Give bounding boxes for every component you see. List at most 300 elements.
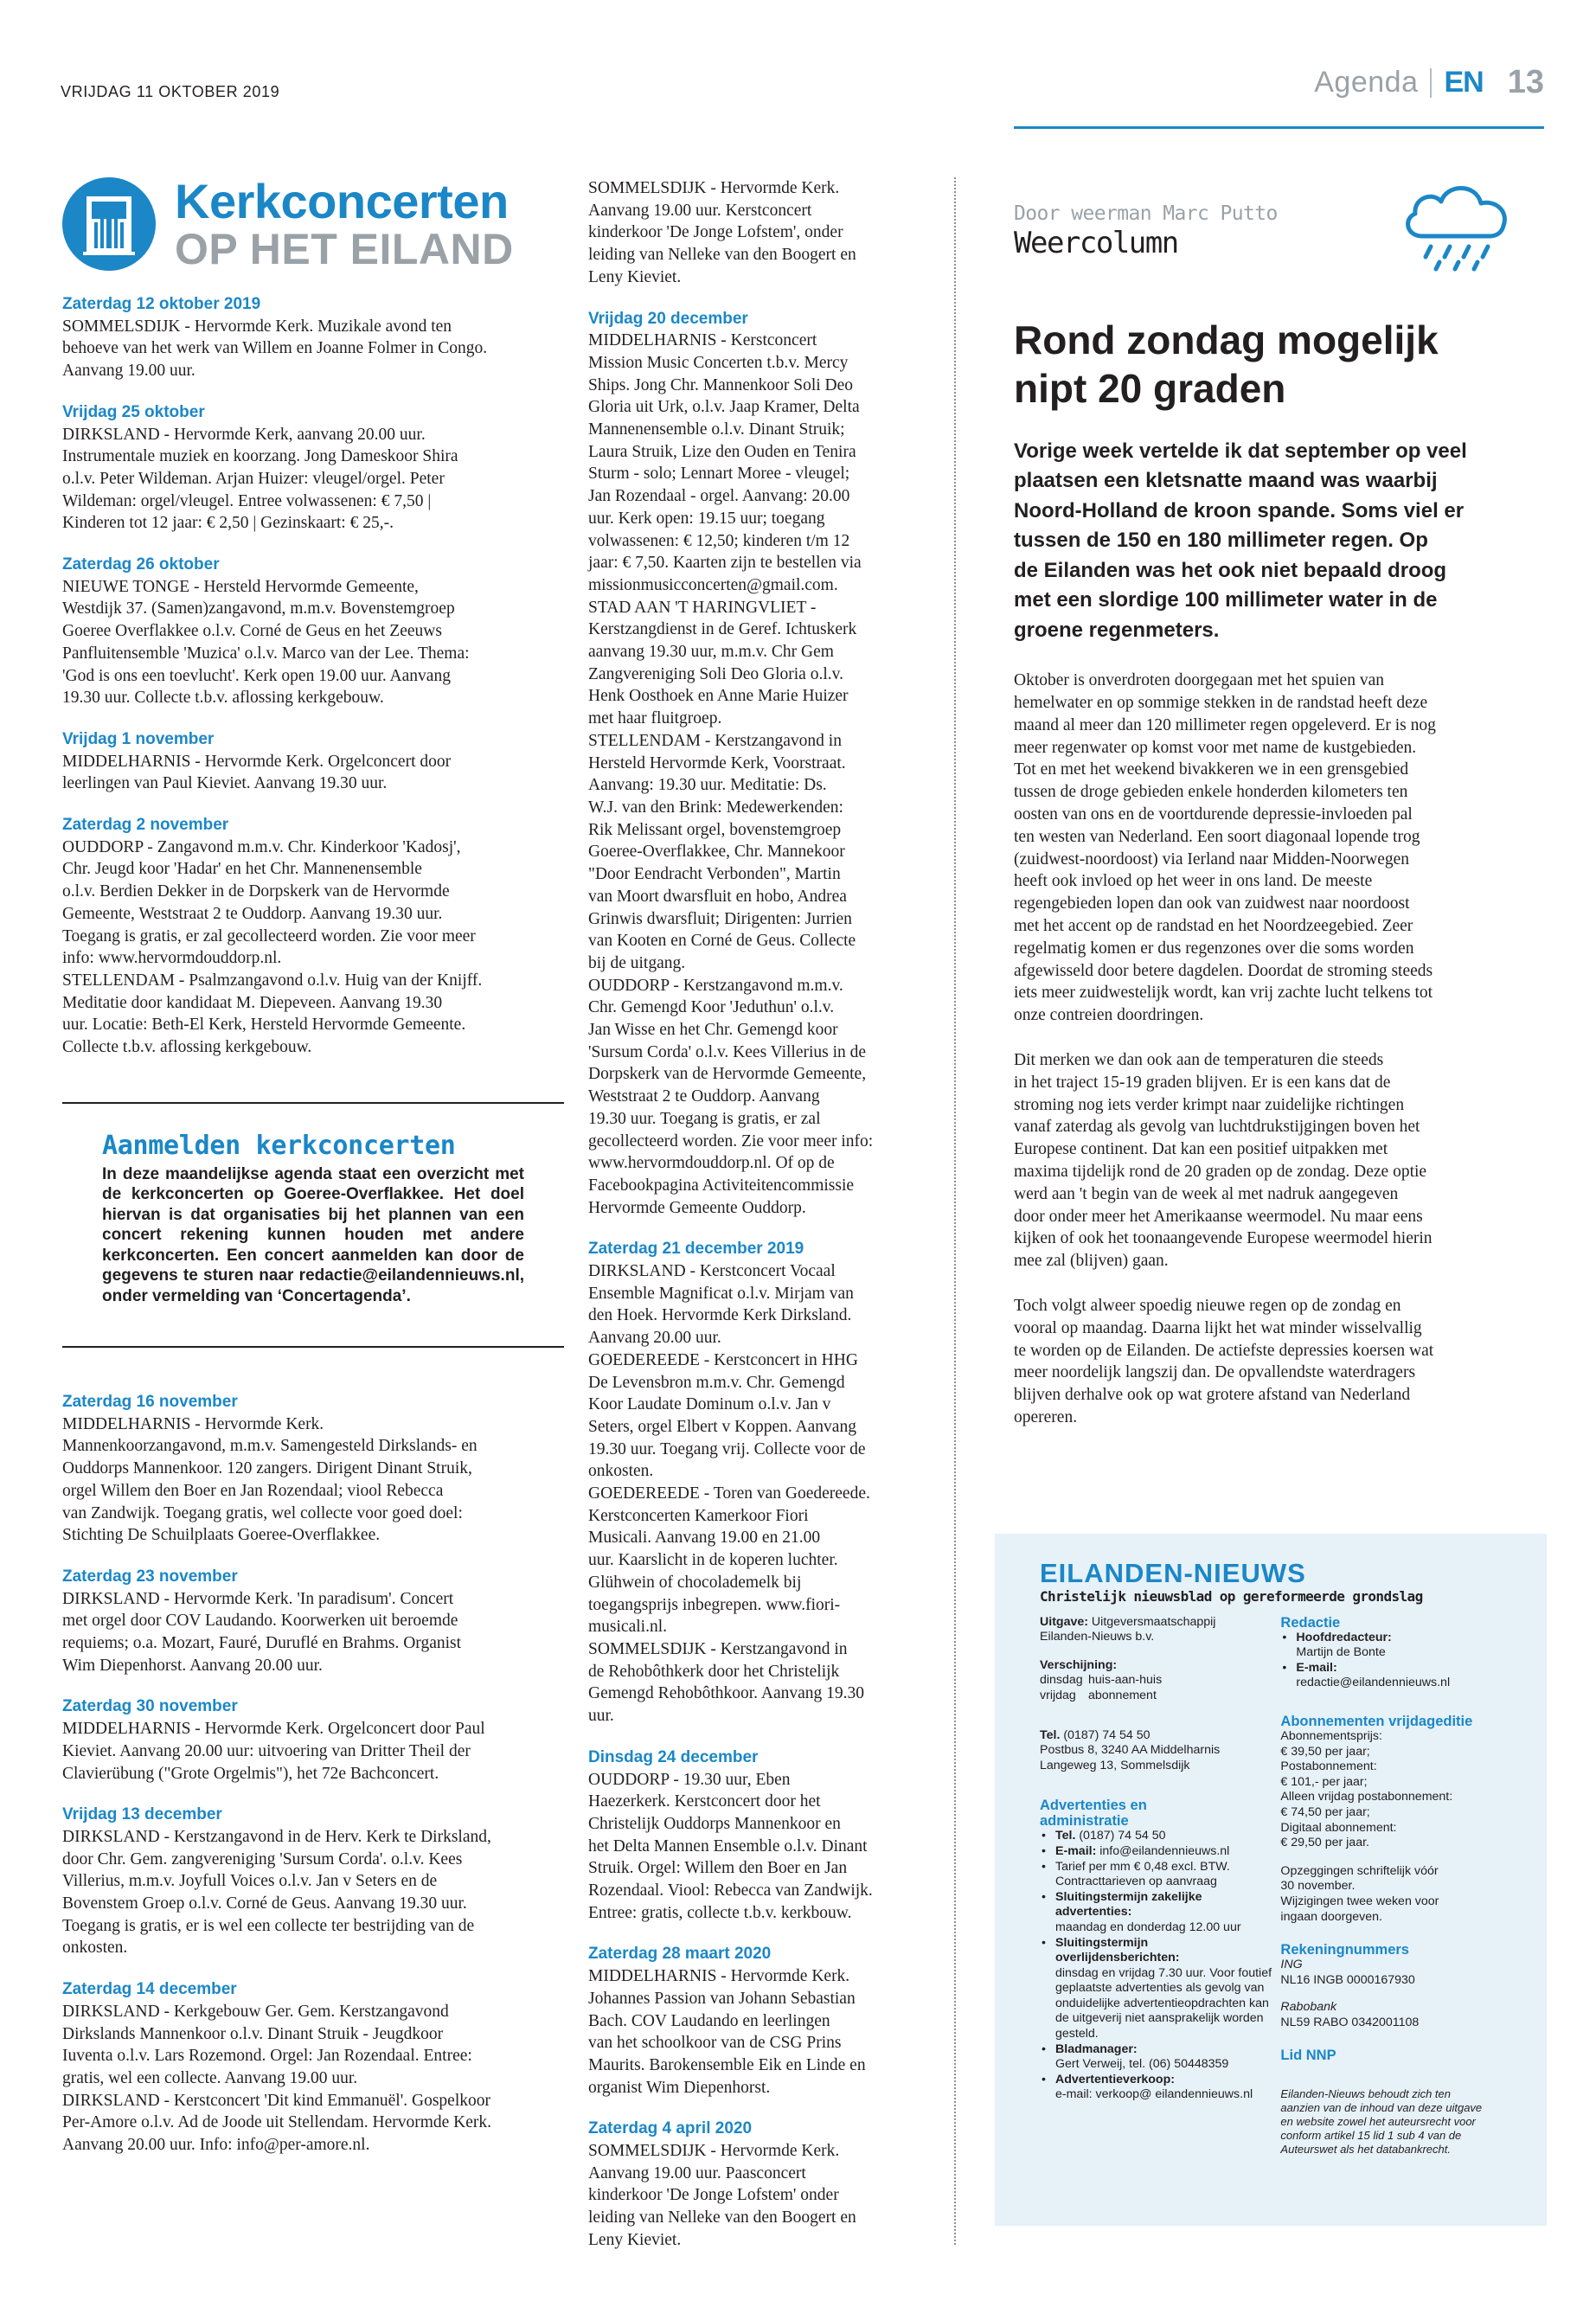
concert-text: Westdijk 37. (Samen)zangavond, m.m.v. Bovenstemgroep [62,599,455,619]
concert-text: Facebookpagina Activiteitencommissie [588,1176,855,1195]
concert-list-col2 [588,308,921,2252]
concert-text: MIDDELHARNIS - Hervormde Kerk. Orgelconcert door [62,752,452,771]
nnp-label: Lid NNP [1280,2048,1336,2064]
concert-text: De Levensbron m.m.v. Chr. Gemengd [588,1373,845,1392]
concert-text: Haezerkerk. Kerstconcert door het [588,1792,821,1811]
kerkconcerten-subtitle: OP HET EILAND [175,225,514,273]
lead-line: de Eilanden was het ook niet bepaald droog [1014,558,1447,582]
colophon-line [1280,2016,1509,2031]
colophon-line [1040,1689,1273,1704]
concert-date: Zaterdag 30 november [62,1697,238,1716]
concert-text: Wildeman: orgel/vleugel. Entree volwassenen: € 7,50 | [62,491,432,510]
concert-text: den Hoek. Hervormde Kerk Dirksland. [588,1306,852,1325]
concert-date: Zaterdag 16 november [62,1393,238,1411]
concert-text: leiding van Nelleke van den Boogert en [588,246,856,265]
concert-text: Stichting De Schuilplaats Goeree-Overflakkee. [62,1526,381,1545]
colophon-right [1280,1615,1509,2157]
colophon-tagline: Christelijk nieuwsblad op gereformeerde grondslag [1040,1588,1423,1605]
colophon-line [1280,1821,1509,1836]
item-label: Tel. [1055,1829,1076,1843]
concert-text: 'Sursum Corda' o.l.v. Kees Villerius in de [588,1042,867,1061]
concert-text: leiding van Nelleke van den Boogert en [588,2208,856,2227]
section-label: Agenda [1314,66,1419,99]
concert-text: Johannes Passion van Johann Sebastian [588,1989,856,2008]
concert-text: Dirkslands Mannenkoor o.l.v. Dinant Struik - Jeugdkoor [62,2024,444,2043]
concert-text: Seters, orgel Elbert v Koppen. Aanvang [588,1417,856,1436]
concert-date: Zaterdag 21 december 2019 [588,1240,804,1259]
concert-text: MIDDELHARNIS - Hervormde Kerk. [588,1967,850,1986]
concert-text: Kerstconcerten Kamerkoor Fiori [588,1506,809,1525]
concert-text: van het schoolkoor van de CSG Prins [588,2034,842,2053]
concert-text: GOEDEREEDE - Kerstconcert in HHG [588,1350,858,1369]
item-text: redactie@eilandennieuws.nl [1296,1676,1451,1690]
aanmelden-body: In deze maandelijkse agenda staat een overzicht met de kerkconcerten op Goeree-Overflakkee. Het doel hiervan is dat organisaties bij het plannen van een concert rekening kunnen houden met andere kerkconcerten. Een concert aanmelden kan door de gegevens te sturen naar redactie@eilandennieuws.nl, onder vermelding van ‘Concertagenda’. [102,1164,524,1305]
disclaimer-line: Auteurswet als het databankrecht. [1280,2143,1451,2157]
lead-line: tussen de 150 en 180 millimeter regen. Op [1014,529,1428,553]
concert-date: Vrijdag 13 december [62,1805,222,1824]
opzegging-line: Wijzigingen twee weken voor [1280,1894,1439,1908]
concert-text: 19.30 uur. Toegang vrij. Collecte voor de [588,1439,866,1458]
item-text: Tarief per mm € 0,48 excl. BTW. Contracttarieven op aanvraag [1055,1859,1230,1889]
concert-text: MIDDELHARNIS - Hervormde Kerk. Orgelconcert door Paul [62,1720,485,1739]
concert-text: Laura Struik, Lize den Ouden en Tenira [588,442,856,461]
item-text: dinsdag en vrijdag 7.30 uur. Voor foutief geplaatste advertenties als gevolg van onduidelijke advertentieopdrachten kan de uitgeverij niet aansprakelijk worden gesteld. [1055,1965,1272,2041]
paragraph-line: kijken of ook het toonaangevende Europese weermodel hierin [1014,1229,1433,1248]
colophon-line [1280,1910,1509,1926]
weather-column-label: Weercolumn [1014,225,1178,260]
concert-text: SOMMELSDIJK - Hervormde Kerk. [588,2142,840,2161]
weather-column [1014,177,1517,1429]
concert-text: Villerius, m.m.v. Joyfull Voices o.l.v. Jan v Seters en de [62,1872,438,1891]
concert-text: toegangsprijs inbegrepen. www.fiori- [588,1595,841,1614]
weather-author: Door weerman Marc Putto [1014,202,1278,225]
paragraph-line: Toch volgt alweer spoedig nieuwe regen op de zondag en [1014,1296,1401,1315]
concert-text: Wim Diepenhorst. Aanvang 20.00 uur. [62,1656,323,1675]
item-label: Sluitingstermijn zakelijke advertenties: [1055,1889,1202,1920]
colophon-line [1280,1759,1509,1775]
concert-text: Glühwein of chocolademelk bij [588,1573,802,1592]
weather-lead [1014,437,1517,646]
bank-name: Rabobank [1280,2000,1337,2015]
verschijning-type: huis-aan-huis [1088,1673,1163,1688]
weather-headline [1014,316,1517,413]
weather-paragraph [1014,1295,1517,1429]
concert-text: Panfluitensemble 'Muzica' o.l.v. Marco van der Lee. Thema: [62,644,470,663]
concert-text: organist Wim Diepenhorst. [588,2078,771,2097]
redactie-item [1280,1661,1509,1691]
paragraph-line: meer regenwater op komst voor met name de kustgebieden. [1014,738,1417,757]
concert-text: Chr. Jeugd koor 'Hadar' en het Chr. Mannenensemble [62,860,422,879]
paragraph-line: vooral op maandag. Daarna lijkt het wat minder wisselvallig [1014,1318,1422,1337]
concert-text: Gemeente, Weststraat 2 te Ouddorp. Aanvang 19.30 uur. [62,904,443,923]
paragraph-line: te worden op de Eilanden. De actiefste depressies koersen wat [1014,1341,1434,1360]
paragraph-line: Tot en met het weekend bivakkeren we in een grensgebied [1014,760,1409,779]
header-divider [1430,68,1432,98]
paragraph-line: regelmatig komen er dus regenzones over die soms worden [1014,939,1414,958]
paragraph-line: Europese continent. Dat kan een positief uitpakken met [1014,1140,1388,1159]
headline-line: Rond zondag mogelijk [1014,317,1439,362]
advertenties-item [1040,1936,1273,2042]
opzegging-line: ingaan doorgeven. [1280,1909,1382,1924]
concert-text: jaar: € 7,50. Kaarten zijn te bestellen via [588,554,862,573]
tel-label: Tel. [1040,1727,1061,1742]
item-label: Sluitingstermijn overlijdensberichten: [1055,1935,1180,1965]
item-label: Bladmanager: [1055,2041,1138,2056]
item-label: E-mail: [1296,1660,1337,1675]
colophon-abonnementen [1280,1714,1509,1851]
concert-text: van Zandwijk. Toegang gratis, wel collecte voor goed doel: [62,1503,463,1522]
colophon-line [1280,2129,1509,2143]
concert-text: behoeve van het werk van Willem en Joanne Folmer in Congo. [62,339,488,358]
colophon-line [1040,1673,1273,1689]
concert-text: Koor Laudate Dominum o.l.v. Jan v [588,1395,831,1414]
concert-text: Bovenstem Groep o.l.v. Corné de Geus. Aanvang 19.30 uur. [62,1894,467,1913]
headline-line: nipt 20 graden [1014,365,1286,411]
abonnement-line: € 39,50 per jaar; [1280,1744,1370,1759]
abonnement-line: Postabonnement: [1280,1759,1377,1774]
concert-date: Zaterdag 2 november [62,816,229,835]
concert-list-top [62,293,564,1059]
paragraph-line: mee zal (blijven) gaan. [1014,1252,1169,1271]
lead-line: plaatsen een kletsnatte maand was waarbij [1014,469,1438,493]
colophon-line [1280,1745,1509,1760]
colophon-line [1040,1615,1273,1631]
concert-text: Bach. COV Laudando en leerlingen [588,2011,830,2030]
disclaimer-line: en website zowel het auteursrecht voor [1280,2115,1476,2129]
address-line: Langeweg 13, Sommelsdijk [1040,1758,1190,1772]
concert-text: Jan Rozendaal - orgel. Aanvang: 20.00 [588,487,850,506]
concert-date: Zaterdag 23 november [62,1567,238,1586]
colophon-line [1040,1743,1273,1759]
paragraph-line: hemelwater en op sommige stekken in de randstad heeft deze [1014,694,1428,712]
concert-text: DIRKSLAND - Kerkgebouw Ger. Gem. Kerstzangavond [62,2002,449,2021]
colophon-line [1280,1864,1509,1880]
concert-text: Grinwis dwarsfluit; Dirigenten: Jurrien [588,909,852,928]
colophon-verschijning [1040,1658,1273,1704]
colophon-line [1280,1805,1509,1821]
abonnement-line: € 29,50 per jaar. [1280,1836,1369,1850]
advertenties-item [1040,1844,1273,1860]
item-label: Advertentieverkoop: [1055,2072,1175,2086]
concert-date: Zaterdag 12 oktober 2019 [62,295,261,313]
concert-text: leerlingen van Paul Kieviet. Aanvang 19.30 uur. [62,774,388,793]
advertenties-heading: Advertenties en [1040,1798,1147,1814]
weather-body [1014,670,1517,1429]
colophon-name: EILANDEN-NIEUWS [1040,1558,1306,1588]
lead-line: met een slordige 100 millimeter water in de [1014,588,1438,612]
disclaimer-line: Eilanden-Nieuws behoudt zich ten [1280,2087,1451,2101]
abonnement-line: € 101,- per jaar; [1280,1774,1368,1789]
item-label: Hoofdredacteur: [1296,1630,1392,1644]
paragraph-line: vanaf zaterdag als gevolg van luchtdrukstijgingen boven het [1014,1118,1420,1137]
lead-line: Vorige week vertelde ik dat september op veel [1014,439,1467,463]
paragraph-line: stroming nog iets verder krimpt naar zuidelijke richtingen [1014,1095,1405,1114]
concert-text: Entree: gratis, collecte t.b.v. kerkbouw. [588,1903,852,1922]
concert-text: OUDDORP - Zangavond m.m.v. Chr. Kinderkoor 'Kadosj', [62,837,461,856]
concert-text: Leny Kieviet. [588,2230,682,2249]
concert-text: GOEDEREEDE - Toren van Goedereede. [588,1484,870,1503]
colophon-contact [1040,1728,1273,1774]
header-rule [1014,126,1544,129]
abonnement-line: Alleen vrijdag postabonnement: [1280,1790,1453,1804]
advertenties-list [1040,1829,1273,2103]
concert-text: www.hervormdouddorp.nl. Of op de [588,1154,835,1173]
concert-text: uur. Kerk open: 19.15 uur; toegang [588,509,825,528]
colophon-nnp [1280,2048,1509,2063]
tel-text: (0187) 74 54 50 [1060,1727,1151,1742]
item-label: E-mail: [1055,1843,1097,1858]
concert-text: Sturm - solo; Lennart Moree - vleugel; [588,465,850,484]
lead-line: Noord-Holland de kroon spande. Soms viel er [1014,498,1465,522]
paragraph-line: Oktober is onverdroten doorgegaan met het spuien van [1014,671,1384,690]
item-text: maandag en donderdag 12.00 uur [1055,1920,1241,1934]
concert-text: MIDDELHARNIS - Kerstconcert [588,331,817,350]
concert-text: Meditatie door kandidaat M. Diepeveen. Aanvang 19.30 [62,993,443,1012]
concert-text: 19.30 uur. Toegang is gratis, er zal [588,1109,821,1128]
concert-date: Dinsdag 24 december [588,1747,759,1766]
advertenties-item [1040,2073,1273,2103]
colophon-redactie [1280,1615,1509,1691]
concert-text: Aanvang 19.00 uur. [62,362,195,381]
concert-date: Vrijdag 20 december [588,309,748,328]
concert-text: aanvang 19.30 uur, m.m.v. Chr Gem [588,643,834,662]
item-text: e-mail: verkoop@ eilandennieuws.nl [1055,2087,1253,2102]
paragraph-line: oosten van ons en de voortdurende depressie-invloeden pal [1014,804,1413,824]
concert-text: Rik Melissant orgel, bovenstemgroep [588,820,842,839]
concert-text: MIDDELHARNIS - Hervormde Kerk. [62,1414,324,1433]
aanmelden-box [62,1102,564,1348]
abonnementen-heading: Abonnementen vrijdageditie [1280,1713,1473,1729]
concert-text: Jan Wisse en het Chr. Gemengd koor [588,1021,838,1040]
paragraph-line: onze contreien doordringen. [1014,1006,1204,1025]
colophon-line [1280,2087,1509,2101]
colophon-advertenties [1040,1798,1273,2103]
concert-text: kinderkoor 'De Jonge Lofstem' onder [588,2186,839,2205]
verschijning-day: dinsdag [1040,1673,1083,1688]
concert-text: DIRKSLAND - Hervormde Kerk. 'In paradisum'. Concert [62,1589,454,1608]
concert-text: Kinderen tot 12 jaar: € 2,50 | Gezinskaart: € 25,-. [62,514,394,533]
item-text: info@eilandennieuws.nl [1096,1843,1230,1858]
colophon-line [1280,2143,1509,2157]
paragraph-line: tussen de droge gebieden enkele honderden kilometers ten [1014,783,1408,802]
colophon-line [1280,1973,1509,1989]
concert-text: Maurits. Barokensemble Eik en Linde en [588,2055,866,2074]
concert-text: o.l.v. Peter Wildeman. Arjan Huizer: vleugel/orgel. Peter [62,469,445,488]
concert-text: o.l.v. Berdien Dekker in de Dorpskerk van de Hervormde [62,882,450,901]
colophon-line [1040,1658,1273,1674]
concert-text: Mannenensemble o.l.v. Dinant Struik; [588,420,845,439]
concert-text: Hersteld Hervormde Kerk, Voorstraat. [588,753,846,772]
concert-text: Mannenkoorzangavond, m.m.v. Samengesteld Dirkslands- en [62,1437,478,1456]
concert-text: Henk Oosthoek en Anne Marie Huizer [588,687,849,706]
lead-line: groene regenmeters. [1014,618,1220,642]
concert-text: de Rehobôthkerk door het Christelijk [588,1662,840,1681]
colophon-uitgave [1040,1615,1273,1645]
colophon-line [1280,1879,1509,1894]
concert-text: Gloria uit Urk, o.l.v. Jaap Kramer, Delta [588,398,860,417]
concert-text: Leny Kieviet. [588,267,682,286]
concert-text: Musicali. Aanvang 19.00 en 21.00 [588,1529,821,1548]
page-number: 13 [1507,64,1544,100]
concert-text: W.J. van den Brink: Medewerkenden: [588,798,843,817]
column-divider [954,177,956,2245]
redactie-heading: Redactie [1280,1614,1341,1631]
disclaimer-line: aanzien van de inhoud van deze uitgave [1280,2101,1483,2115]
colophon-line [1040,1759,1273,1774]
paragraph-line: Dit merken we dan ook aan de temperaturen die steeds [1014,1050,1384,1069]
concert-text: OUDDORP - Kerstzangavond m.m.v. [588,976,843,995]
colophon-line [1280,2000,1509,2016]
paragraph-line: maxima tijdelijk rond de 20 graden op de zondag. Deze optie [1014,1162,1427,1181]
concert-text: Kerstzangdienst in de Geref. Ichtuskerk [588,620,857,639]
church-organ-icon [62,177,156,271]
concert-text: 19.30 uur. Collecte t.b.v. aflossing kerkgebouw. [62,689,384,708]
concert-text: uur. Locatie: Beth-El Kerk, Hersteld Hervormde Gemeente. [62,1016,466,1035]
concert-intro [588,177,921,289]
paragraph-line: regengebieden lopen dan ook van zuidwest naar noordoost [1014,894,1410,913]
colophon-line [1280,2115,1509,2129]
concert-text: van Kooten en Corné de Geus. Collecte [588,932,856,951]
bank-name: ING [1280,1958,1303,1972]
concert-text: Aanvang 20.00 uur. Info: info@per-amore.nl. [62,2136,370,2155]
concert-text: Clavierübung ("Grote Orgelmis"), het 72e Bachconcert. [62,1764,439,1783]
concert-text: volwassenen: € 12,50; kinderen t/m 12 [588,531,850,550]
rekening-heading: Rekeningnummers [1280,1942,1409,1958]
item-text: Martijn de Bonte [1296,1645,1386,1660]
address-line: Postbus 8, 3240 AA Middelharnis [1040,1743,1221,1758]
colophon-line [1040,1630,1273,1645]
concert-text: OUDDORP - 19.30 uur, Eben [588,1770,791,1789]
concert-text: Struik. Orgel: Willem den Boer en Jan [588,1859,848,1878]
opzegging-line: Opzeggingen schriftelijk vóór [1280,1863,1439,1878]
concert-text: DIRKSLAND - Hervormde Kerk, aanvang 20.00 uur. [62,425,426,444]
paragraph-line: iets meer zuidwestelijk wordt, kan vrij zachte lucht telkens tot [1014,984,1433,1003]
concert-text: Ships. Jong Chr. Mannenkoor Soli Deo [588,375,854,394]
paragraph-line: opereren. [1014,1407,1078,1426]
uitgave-text: Eilanden-Nieuws b.v. [1040,1630,1155,1644]
concert-text: Aanvang 19.00 uur. Paasconcert [588,2163,806,2182]
aanmelden-title: Aanmelden kerkconcerten [102,1130,456,1161]
concert-date: Zaterdag 26 oktober [62,555,220,574]
colophon-line [1280,1790,1509,1805]
advertenties-item [1040,1829,1273,1844]
spacer [1280,1988,1509,2000]
concert-text: uur. [588,1707,614,1726]
rain-cloud-icon [1396,177,1517,279]
concert-list-bottom [62,1391,564,2157]
concert-text: DIRKSLAND - Kerstzangavond in de Herv. Kerk te Dirksland, [62,1827,491,1846]
concert-text: STELLENDAM - Kerstzangavond in [588,731,842,750]
paragraph-line: met het accent op de randstad en het Noordzeegebied. Zeer [1014,916,1413,935]
concert-text: SOMMELSDIJK - Hervormde Kerk. [588,179,840,197]
concert-date: Vrijdag 1 november [62,729,215,748]
concert-column-2 [588,177,921,2252]
page-date: VRIJDAG 11 OKTOBER 2019 [61,83,280,100]
concert-text: info: www.hervormdouddorp.nl. [62,949,282,968]
abonnement-line: Abonnementsprijs: [1280,1728,1382,1743]
concert-text: gecollecteerd worden. Zie voor meer info: [588,1131,874,1150]
concert-text: STELLENDAM - Psalmzangavond o.l.v. Huig van der Knijff. [62,971,483,990]
colophon-rekening [1280,1942,1509,2030]
paragraph-line: maand al meer dan 120 millimeter regen opgeleverd. Er is nog [1014,715,1436,734]
concert-text: Chr. Gemengd Koor 'Jeduthun' o.l.v. [588,998,835,1017]
bank-number: NL16 INGB 0000167930 [1280,1972,1415,1987]
concert-text: met orgel door COV Laudando. Koorwerken uit beroemde [62,1612,458,1631]
advertenties-item [1040,1860,1273,1890]
concert-text: Weststraat 2 te Ouddorp. Aanvang [588,1087,820,1106]
newspaper-logo: EN [1444,66,1484,99]
concert-text: SOMMELSDIJK - Kerstzangavond in [588,1640,848,1658]
item-text: (0187) 74 54 50 [1075,1829,1166,1843]
concert-date: Zaterdag 28 maart 2020 [588,1945,772,1964]
concert-text: uur. Kaarslicht in de koperen luchter. [588,1551,838,1570]
concert-text: onkosten. [588,1462,654,1481]
paragraph-line: afgewisseld door betere dagdelen. Doordat de stroming steeds [1014,961,1433,980]
concert-text: Toegang is gratis, er zal gecollecteerd worden. Zie voor meer [62,926,476,945]
concert-text: musicali.nl. [588,1618,667,1637]
paragraph-line: werd aan 't begin van de week al met nadruk aangegeven [1014,1184,1399,1203]
weather-paragraph [1014,670,1517,1027]
concert-column-1 [62,174,564,2157]
concert-text: 'God is ons een toevlucht'. Kerk open 19.00 uur. Aanvang [62,666,451,685]
concert-text: Toegang is gratis, er is wel een collecte ter bestrijding van de [62,1916,475,1935]
disclaimer-line: conform artikel 15 lid 1 sub 4 van de [1280,2129,1462,2143]
concert-text: orgel Willem den Boer en Jan Rozendaal; viool Rebecca [62,1481,444,1500]
concert-text: NIEUWE TONGE - Hersteld Hervormde Gemeente, [62,577,419,596]
concert-text: DIRKSLAND - Kerstconcert 'Dit kind Emmanuël'. Gospelkoor [62,2091,490,2110]
verschijning-day: vrijdag [1040,1688,1076,1702]
paragraph-line: (zuidwest-noordoost) via Ierland naar Midden-Noorwegen [1014,849,1410,868]
concert-text: kinderkoor 'De Jonge Lofstem', onder [588,223,843,242]
colophon-left [1040,1615,1273,2157]
concert-date: Zaterdag 4 april 2020 [588,2119,753,2138]
concert-text: Goeree Overflakkee o.l.v. Corné de Geus en het Zeeuws [62,622,442,641]
kerkconcerten-title: Kerkconcerten [175,174,509,228]
colophon-line [1280,1836,1509,1851]
colophon-line [1280,2101,1509,2115]
kerkconcerten-title-block [62,174,564,273]
abonnement-line: € 74,50 per jaar; [1280,1804,1370,1819]
concert-text: Instrumentale muziek en koorzang. Jong Dameskoor Shira [62,447,458,466]
concert-text: Aanvang 20.00 uur. [588,1329,721,1348]
concert-text: Dorpskerk van de Hervormde Gemeente, [588,1065,867,1084]
concert-text: gratis, wel een collecte. Aanvang 19.00 uur. [62,2068,358,2087]
concert-date: Zaterdag 14 december [62,1980,237,1999]
concert-text: SOMMELSDIJK - Hervormde Kerk. Muzikale avond ten [62,317,452,336]
colophon-line [1280,1958,1509,1973]
concert-text: missionmusicconcerten@gmail.com. [588,575,838,594]
page-header [1314,64,1544,101]
colophon-opzeggingen [1280,1864,1509,1925]
paragraph-line: door onder meer het Amerikaanse weermodel. Nu maar eens [1014,1207,1423,1226]
colophon-line [1280,1775,1509,1791]
concert-text: door Chr. Gem. zangvereniging 'Sursum Corda'. o.l.v. Kees [62,1849,463,1868]
concert-text: Christelijk Ouddorps Mannenkoor en [588,1814,841,1833]
concert-text: Aanvang 19.00 uur. Kerstconcert [588,201,812,220]
paragraph-line: heeft ook invloed op het weer in ons land. De meeste [1014,872,1373,891]
concert-text: bij de uitgang. [588,953,686,972]
colophon-line [1280,1894,1509,1910]
concert-text: STAD AAN 'T HARINGVLIET - [588,598,817,617]
concert-text: Iuventa o.l.v. Lars Rozemond. Orgel: Jan Rozendaal. Entree: [62,2047,472,2066]
colophon-line [1040,1728,1273,1744]
verschijning-label: Verschijning: [1040,1657,1118,1672]
uitgave-text: Uitgeversmaatschappij [1087,1614,1216,1629]
concert-text: Goeree-Overflakkee, Chr. Mannekoor [588,843,845,862]
concert-text: Gemengd Rehobôthkoor. Aanvang 19.30 [588,1684,864,1703]
concert-text: met haar fluitgroep. [588,709,722,728]
concert-text: Aanvang: 19.30 uur. Meditatie: Ds. [588,776,827,795]
